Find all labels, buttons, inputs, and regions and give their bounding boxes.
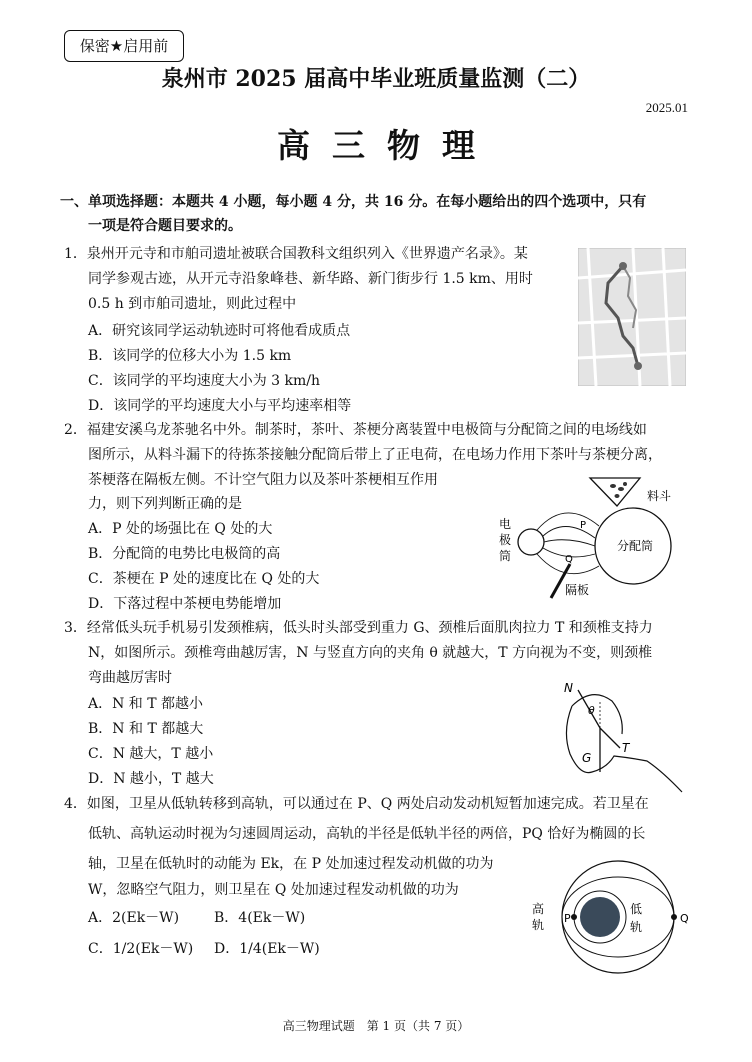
q1-stem-line: 1．泉州开元寺和市舶司遗址被联合国教科文组织列入《世界遗产名录》。某 <box>64 246 528 262</box>
q1-option-b: B．该同学的位移大小为 1.5 km <box>88 348 292 364</box>
low-orbit-label-1: 低 <box>630 902 643 916</box>
q4-stem-line: 轴，卫星在低轨时的动能为 Ek，在 P 处加速过程发动机做的功为 <box>88 856 494 872</box>
q1-option-a: A．研究该同学运动轨迹时可将他看成质点 <box>88 323 351 339</box>
q2-stem-line: 2．福建安溪乌龙茶驰名中外。制茶时，茶叶、茶梗分离装置中电极筒与分配筒之间的电场线如 <box>64 422 647 438</box>
hopper-shape <box>590 478 640 506</box>
point-q-label: Q <box>680 912 689 925</box>
low-orbit-label-2: 轨 <box>630 920 643 934</box>
section-heading: 一、单项选择题：本题共 4 小题，每小题 4 分，共 16 分。在每小题给出的四个选项中，只有 <box>60 194 647 210</box>
q2-separator-figure <box>495 476 705 601</box>
q4-stem-line: W，忽略空气阻力，则卫星在 Q 处加速过程发动机做的功为 <box>88 882 459 898</box>
subject-title: 高三物理 <box>277 126 497 165</box>
q3-option-c: C．N 越大，T 越小 <box>88 746 214 762</box>
distributor-label: 分配筒 <box>617 539 654 553</box>
q2-option-a: A．P 处的场强比在 Q 处的大 <box>88 521 273 537</box>
point-q: Q <box>565 554 573 565</box>
q1-stem-line: 同学参观古迹，从开元寺沿象峰巷、新华路、新门街步行 1.5 km、用时 <box>88 271 533 287</box>
q4-orbit-figure <box>528 855 698 975</box>
q4-option-c: C．1/2(Ek－W) <box>88 941 194 957</box>
label-g: G <box>582 751 592 765</box>
q1-stem-line: 0.5 h 到市舶司遗址，则此过程中 <box>88 296 297 312</box>
section-heading-cont: 一项是符合题目要求的。 <box>88 218 242 234</box>
label-t: T <box>622 741 630 755</box>
earth-image <box>580 897 620 937</box>
high-orbit-label-1: 高 <box>532 902 545 916</box>
high-orbit-label-2: 轨 <box>532 918 545 932</box>
label-n: N <box>564 681 573 695</box>
electrode-label-2: 极 <box>499 533 512 547</box>
partition-label: 隔板 <box>565 583 590 597</box>
q3-option-b: B．N 和 T 都越大 <box>88 721 204 737</box>
q4-option-b: B．4(Ek－W) <box>214 910 306 926</box>
force-t-arrow <box>600 728 620 748</box>
electrode-label-1: 电 <box>499 517 512 531</box>
q2-option-b: B．分配筒的电势比电极筒的高 <box>88 546 281 562</box>
q4-stem-line: 4．如图，卫星从低轨转移到高轨，可以通过在 P、Q 两处启动发动机短暂加速完成。若卫星在 <box>64 796 649 812</box>
q2-option-c: C．茶梗在 P 处的速度比在 Q 处的大 <box>88 571 320 587</box>
page-footer: 高三物理试题 第 1 页（共 7 页） <box>282 1019 470 1033</box>
point-p: P <box>580 520 587 531</box>
q2-option-d: D．下落过程中茶梗电势能增加 <box>88 596 282 612</box>
q3-option-a: A．N 和 T 都越小 <box>88 696 204 712</box>
confidential-label: 保密★启用前 <box>64 30 184 62</box>
q3-stem-line: 3．经常低头玩手机易引发颈椎病，低头时头部受到重力 G、颈椎后面肌肉拉力 T 和颈椎支持力 <box>64 620 653 636</box>
q2-stem-line: 力，则下列判断正确的是 <box>88 496 242 512</box>
q3-option-d: D．N 越小，T 越大 <box>88 771 214 787</box>
q1-option-c: C．该同学的平均速度大小为 3 km/h <box>88 373 321 389</box>
q3-stem-line: 弯曲越厉害时 <box>88 670 172 686</box>
q4-stem-line: 低轨、高轨运动时视为匀速圆周运动，高轨的半径是低轨半径的两倍，PQ 恰好为椭圆的长 <box>88 826 646 842</box>
q3-neck-figure <box>552 676 692 794</box>
q4-option-a: A．2(Ek－W) <box>88 910 180 926</box>
q1-map-figure <box>578 248 686 386</box>
q3-stem-line: N，如图所示。颈椎弯曲越厉害，N 与竖直方向的夹角 θ 就越大，T 方向视为不变，则颈椎 <box>88 645 653 661</box>
electrode-drum <box>518 529 544 555</box>
q2-stem-line: 图所示，从料斗漏下的待拣茶接触分配筒后带上了正电荷，在电场力作用下茶叶与茶梗分离， <box>88 447 662 463</box>
hopper-label: 料斗 <box>647 489 672 503</box>
q2-stem-line: 茶梗落在隔板左侧。不计空气阻力以及茶叶茶梗相互作用 <box>88 472 438 488</box>
point-p-label: P <box>564 912 571 925</box>
exam-date: 2025.01 <box>645 100 688 115</box>
q1-option-d: D．该同学的平均速度大小与平均速率相等 <box>88 398 352 414</box>
label-theta: θ <box>588 704 595 717</box>
electrode-label-3: 筒 <box>499 549 512 563</box>
q4-option-d: D．1/4(Ek－W) <box>214 941 320 957</box>
exam-title: 泉州市 2025 届高中毕业班质量监测（二） <box>161 66 591 92</box>
